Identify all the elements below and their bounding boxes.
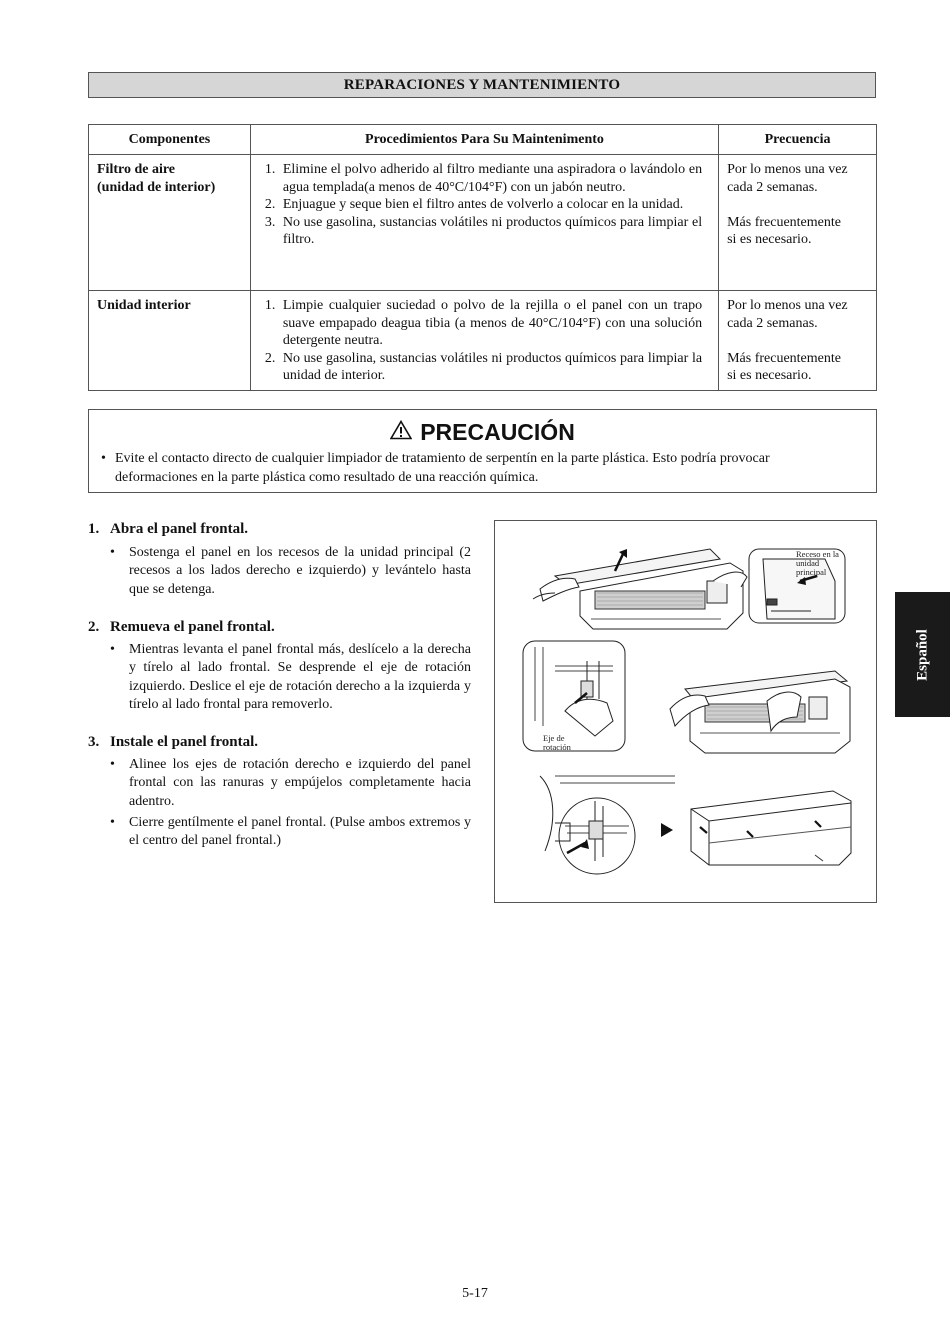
- caution-title: PRECAUCIÓN: [420, 419, 575, 445]
- frequency-text: Por lo menos una vez: [727, 162, 848, 177]
- frequency-text: Más frecuentemente: [727, 214, 841, 230]
- component-detail: (unidad de interior): [97, 179, 216, 195]
- receso-label: Receso en la unidad principal: [796, 549, 839, 577]
- step-bullet-text: Sostenga el panel en los recesos de la unidad principal (2 recesos a los lados derecho e izquierdo) y levántelo hasta que se detenga.: [129, 545, 471, 597]
- language-tab: [895, 592, 950, 717]
- step-heading: [88, 521, 248, 538]
- step-heading: [88, 619, 275, 636]
- procedure-cell: [250, 291, 718, 391]
- column-header: Procedimientos Para Su Maintenimento: [250, 125, 718, 155]
- component-cell: [89, 155, 251, 291]
- eje-rotacion-label: Eje de rotación: [543, 733, 571, 752]
- procedure-text: Limpie cualquier suciedad o polvo de la rejilla o el panel con un trapo suave empapado deagua tibia (a menos de 40°C/104°F) con una solución detergente neutra.: [282, 298, 703, 348]
- frequency-text: si es necesario.: [727, 368, 812, 383]
- component-cell: [89, 291, 251, 391]
- page-number: 5-17: [462, 1286, 488, 1301]
- removing-panel-drawing: [670, 671, 850, 753]
- language-label: Español: [914, 628, 930, 681]
- caution-body: Evite el contacto directo de cualquier limpiador de tratamiento de serpentín en la parte plástica. Esto podría provocar deformaciones en la parte plástica como resultado de una reacción química.: [115, 451, 770, 485]
- step-bullet: • Mientras levanta el panel frontal más, deslícelo a la derecha y tírelo al lado frontal. Se desprende el eje de rotación izquierdo. Deslice el eje de rotación derecho a la izquierda y tírelo al lado frontal para removerlo.: [110, 642, 471, 713]
- panel-illustration: [494, 520, 877, 903]
- procedure-number: 2.: [264, 197, 276, 212]
- frequency-cell: [719, 291, 877, 391]
- frequency-text: si es necesario.: [727, 232, 812, 247]
- procedure-text: No use gasolina, sustancias volátiles ni productos químicos para limpiar la unidad de interior.: [282, 350, 703, 383]
- procedure-number: 3.: [264, 214, 276, 230]
- caution-box: [88, 409, 877, 493]
- step-number: 2.: [88, 619, 100, 635]
- closed-panel-drawing: [691, 791, 851, 865]
- frequency-text: Más frecuentemente: [727, 350, 841, 366]
- caution-text: [101, 449, 806, 487]
- column-header: Precuencia: [719, 125, 877, 155]
- component-name: Filtro de aire: [97, 162, 176, 177]
- frequency-text: cada 2 semanas.: [727, 179, 818, 195]
- procedure-text: Enjuague y seque bien el filtro antes de volverlo a colocar en la unidad.: [282, 197, 684, 212]
- step-bullet: • Cierre gentílmente el panel frontal. (Pulse ambos extremos y el centro del panel frontal.): [110, 815, 471, 849]
- next-arrow-icon: [661, 823, 673, 837]
- step-bullet: • Alinee los ejes de rotación derecho e izquierdo del panel frontal con las ranuras y empújelos completamente hacia adentro.: [110, 757, 471, 809]
- step-title: Abra el panel frontal.: [110, 521, 249, 537]
- step-number: 3.: [88, 734, 100, 750]
- procedure-item: [265, 196, 702, 214]
- ac-unit-illustration: [495, 521, 876, 902]
- procedure-text: No use gasolina, sustancias volátiles ni productos químicos para limpiar el filtro.: [282, 214, 703, 247]
- table-header-row: [89, 125, 877, 155]
- component-name: Unidad interior: [97, 298, 191, 313]
- step-bullet: • Sostenga el panel en los recesos de la unidad principal (2 recesos a los lados derecho e izquierdo) y levántelo hasta que se detenga.: [110, 545, 471, 597]
- procedure-item: [265, 297, 702, 350]
- warning-triangle-icon: [390, 418, 412, 446]
- maintenance-table: [88, 124, 877, 391]
- step-heading: [88, 734, 258, 751]
- step-title: Instale el panel frontal.: [110, 734, 259, 750]
- step-bullet-text: Alinee los ejes de rotación derecho e izquierdo del panel frontal con las ranuras y empújelos completamente hacia adentro.: [129, 757, 471, 809]
- step-bullet-text: Cierre gentílmente el panel frontal. (Pulse ambos extremos y el centro del panel frontal.): [129, 815, 471, 849]
- step-title: Remueva el panel frontal.: [110, 619, 275, 635]
- install-axis-inset: [540, 776, 675, 874]
- open-panel-drawing: [533, 549, 747, 629]
- procedure-cell: [250, 155, 718, 291]
- section-title: REPARACIONES Y MANTENIMIENTO: [88, 72, 876, 98]
- procedure-text: Elimine el polvo adherido al filtro mediante una aspiradora o lavándolo en agua templada(a menos de 40°C/104°F) con un jabón neutro.: [282, 162, 703, 195]
- procedure-item: [265, 350, 702, 385]
- procedure-number: 1.: [264, 162, 276, 177]
- step-bullet-text: Mientras levanta el panel frontal más, deslícelo a la derecha y tírelo al lado frontal. Se desprende el eje de rotación izquierdo. Deslice el eje de rotación derecho a la izquierda y tírelo al lado frontal para removerlo.: [129, 642, 471, 713]
- procedure-number: 2.: [264, 350, 276, 366]
- bullet-marker: •: [101, 451, 106, 466]
- table-row: [89, 155, 877, 291]
- step-number: 1.: [88, 521, 100, 537]
- rotation-axis-inset: [523, 641, 625, 751]
- caution-heading: [89, 418, 876, 448]
- frequency-text: Por lo menos una vez: [727, 298, 848, 313]
- table-row: [89, 291, 877, 391]
- procedure-number: 1.: [264, 298, 276, 313]
- frequency-cell: [719, 155, 877, 291]
- procedure-item: [265, 161, 702, 196]
- frequency-text: cada 2 semanas.: [727, 315, 818, 331]
- procedure-item: [265, 214, 702, 249]
- column-header: Componentes: [89, 125, 251, 155]
